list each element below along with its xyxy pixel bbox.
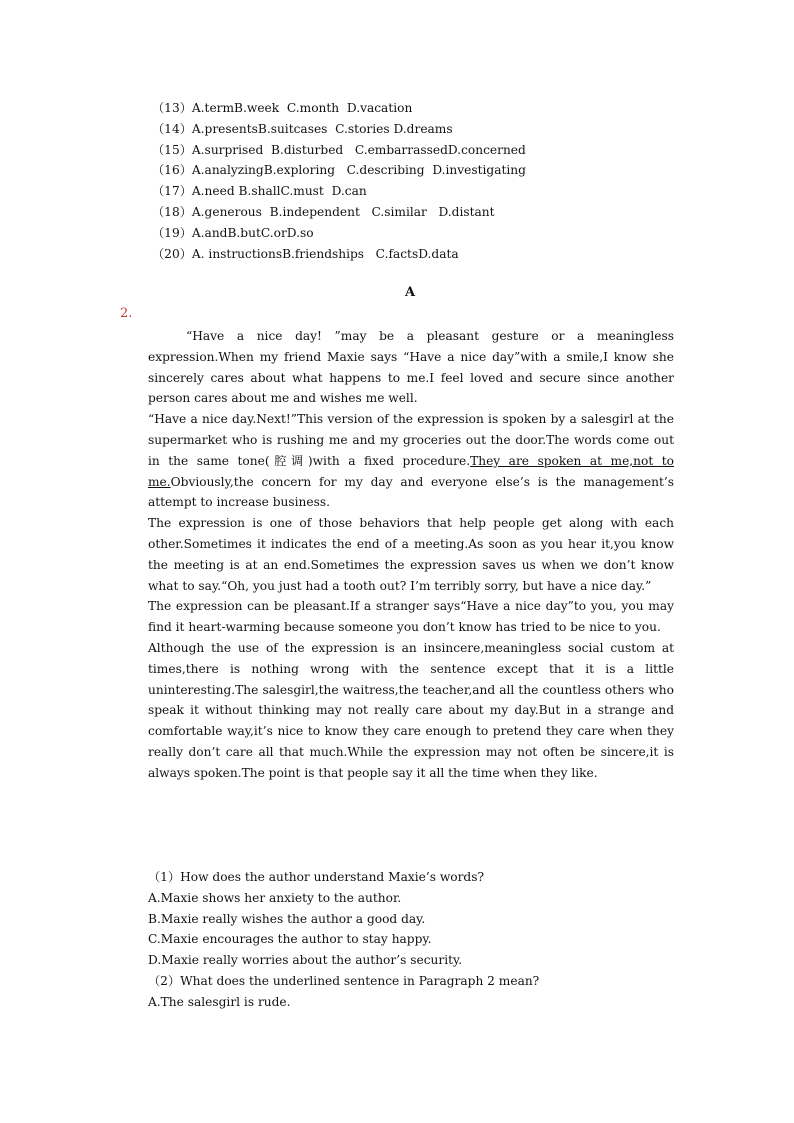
option-line-20: （20）A. instructionsB.friendships C.factsD.data [152, 246, 459, 261]
question-1-stem: （1）How does the author understand Maxie’s words? [148, 870, 485, 884]
question-2-stem: （2）What does the underlined sentence in Paragraph 2 mean? [148, 973, 540, 988]
passage-paragraph-5: Although the use of the expression is an insincere,meaningless social custom at times,there is nothing wrong with the sentence except that it is a little uninteresting.The salesgirl,the waitress,the teacher,and all the countless others who speak it without thinking may not really care about my day.But in a strange and comfortable way,it’s nice to know they care enough to pretend they care when they really don’t care all that much.While the expression may not often be sincere,it is always spoken.The point is that people say it all the time when they like. [148, 640, 674, 780]
question-1-option-b: B.Maxie really wishes the author a good day. [148, 911, 426, 926]
paragraph-2-text-after: Obviously,the concern for my day and everyone else’s is the management’s attempt to increase business. [148, 474, 674, 510]
passage-paragraph-2 [148, 409, 674, 513]
question-1-option-d: D.Maxie really worries about the author’s security. [148, 953, 463, 968]
paragraph-2-text-before: “Have a nice day.Next!”This version of the expression is spoken by a salesgirl at the supermarket who is rushing me and my groceries out the door.The words come out in the same tone(腔调)with a fixed procedure. [148, 412, 674, 468]
option-line-19: （19）A.andB.butC.orD.so [152, 225, 314, 240]
option-line-17: （17）A.need B.shallC.must D.can [152, 184, 367, 199]
question-1-option-c: C.Maxie encourages the author to stay happy. [148, 932, 432, 947]
question-number: 2. [120, 306, 133, 321]
section-title: A [405, 285, 416, 300]
option-line-16: （16）A.analyzingB.exploring C.describing D.investigating [152, 163, 526, 178]
option-line-15: （15）A.surprised B.disturbed C.embarrassedD.concerned [152, 142, 526, 157]
option-line-14: （14）A.presentsB.suitcases C.stories D.dreams [152, 121, 453, 136]
comprehension-questions [148, 867, 688, 1013]
passage-paragraph-1: “Have a nice day! ”may be a pleasant gesture or a meaningless expression.When my friend Maxie says “Have a nice day”with a smile,I know she sincerely cares about what happens to me.I feel loved and secure since another person cares about me and wishes me well. [148, 329, 674, 406]
reading-passage [148, 326, 674, 784]
question-1-option-a: A.Maxie shows her anxiety to the author. [148, 890, 402, 905]
option-line-18: （18）A.generous B.independent C.similar D.distant [152, 204, 495, 219]
question-2-option-a: A.The salesgirl is rude. [148, 994, 291, 1009]
passage-paragraph-3: The expression is one of those behaviors that help people get along with each other.Sometimes it indicates the end of a meeting.As soon as you hear it,you know the meeting is at an end.Sometimes the expression saves us when we don’t know what to say.“Oh, you just had a tooth out? I’m terribly sorry, but have a nice day.” [148, 516, 674, 593]
previous-question-options [152, 98, 526, 264]
option-line-13: （13）A.termB.week C.month D.vacation [152, 101, 413, 115]
underlined-sentence: They are spoken at me,not to me. [148, 453, 674, 489]
passage-paragraph-4: The expression can be pleasant.If a stranger says“Have a nice day”to you, you may find it heart-warming because someone you don’t know has tried to be nice to you. [148, 599, 674, 635]
